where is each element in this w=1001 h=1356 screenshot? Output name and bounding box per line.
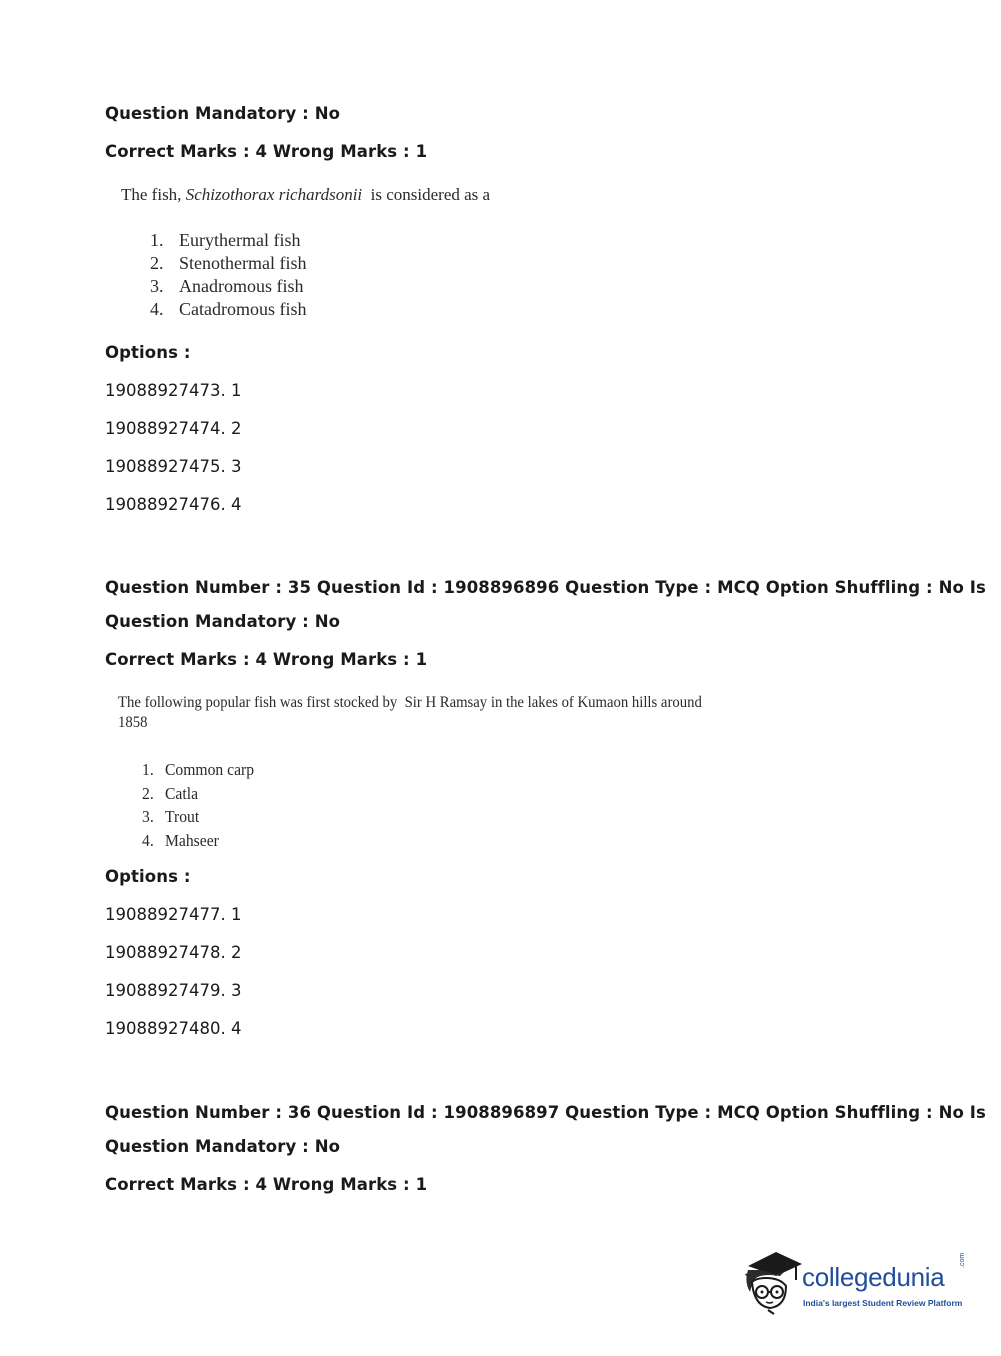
question-text-line: The following popular fish was first stocked by Sir H Ramsay in the lakes of Kumaon hills around [118, 694, 702, 711]
question-text-line: 1858 [118, 714, 148, 731]
student-mascot-icon [740, 1248, 802, 1316]
option-item: 19088927480. 4 [105, 1019, 242, 1038]
choice-item [150, 230, 307, 253]
option-item: 19088927474. 2 [105, 419, 242, 438]
question-header: Question Number : 35 Question Id : 1908896896 Question Type : MCQ Option Shuffling : No Is [105, 578, 986, 597]
choice-number: 3. [150, 276, 164, 296]
choice-text: Trout [165, 807, 200, 826]
option-item: 19088927477. 1 [105, 905, 242, 924]
question-mandatory: Question Mandatory : No [105, 612, 341, 631]
choice-item [150, 299, 307, 322]
logo-tagline: India's largest Student Review Platform [803, 1298, 963, 1308]
choice-item [142, 807, 254, 831]
option-item: 19088927479. 3 [105, 981, 242, 1000]
logo-suffix-text: .com [959, 1252, 966, 1268]
question-text-suffix: is considered as a [362, 185, 491, 204]
question-header: Question Number : 36 Question Id : 1908896897 Question Type : MCQ Option Shuffling : No Is [105, 1103, 986, 1122]
choice-text: Stenothermal fish [179, 253, 307, 273]
choice-text: Eurythermal fish [179, 230, 301, 250]
choice-item [142, 760, 254, 784]
choice-number: 1. [142, 760, 154, 779]
option-item: 19088927473. 1 [105, 381, 242, 400]
choice-number: 2. [142, 783, 154, 803]
choice-text: Anadromous fish [179, 276, 304, 296]
logo-suffix [959, 1253, 966, 1268]
option-item: 19088927476. 4 [105, 495, 242, 514]
choice-number: 4. [150, 299, 164, 319]
question-marks: Correct Marks : 4 Wrong Marks : 1 [105, 650, 428, 669]
option-item: 19088927478. 2 [105, 943, 242, 962]
question-marks: Correct Marks : 4 Wrong Marks : 1 [105, 1175, 428, 1194]
choice-item [150, 276, 307, 299]
choice-list [150, 230, 307, 322]
choice-list [142, 760, 254, 854]
logo-wordmark: collegedunia [802, 1262, 945, 1292]
choice-number: 1. [150, 230, 164, 250]
choice-text: Common carp [165, 760, 255, 779]
species-name: Schizothorax richardsonii [185, 185, 363, 204]
question-marks: Correct Marks : 4 Wrong Marks : 1 [105, 142, 428, 161]
choice-number: 2. [150, 253, 164, 273]
choice-number: 4. [142, 830, 154, 850]
choice-text: Catadromous fish [179, 299, 307, 319]
choice-text: Catla [165, 783, 199, 803]
question-text [118, 694, 702, 732]
choice-item [142, 831, 254, 855]
choice-number: 3. [142, 807, 154, 826]
choice-text: Mahseer [165, 830, 219, 850]
options-label: Options : [105, 867, 191, 886]
question-text-prefix: The fish, [121, 185, 186, 204]
question-mandatory: Question Mandatory : No [105, 104, 341, 123]
options-label: Options : [105, 343, 191, 362]
option-item: 19088927475. 3 [105, 457, 242, 476]
question-mandatory: Question Mandatory : No [105, 1137, 341, 1156]
collegedunia-logo [740, 1248, 972, 1318]
choice-item [150, 253, 307, 276]
question-text [121, 185, 490, 205]
choice-item [142, 784, 254, 808]
